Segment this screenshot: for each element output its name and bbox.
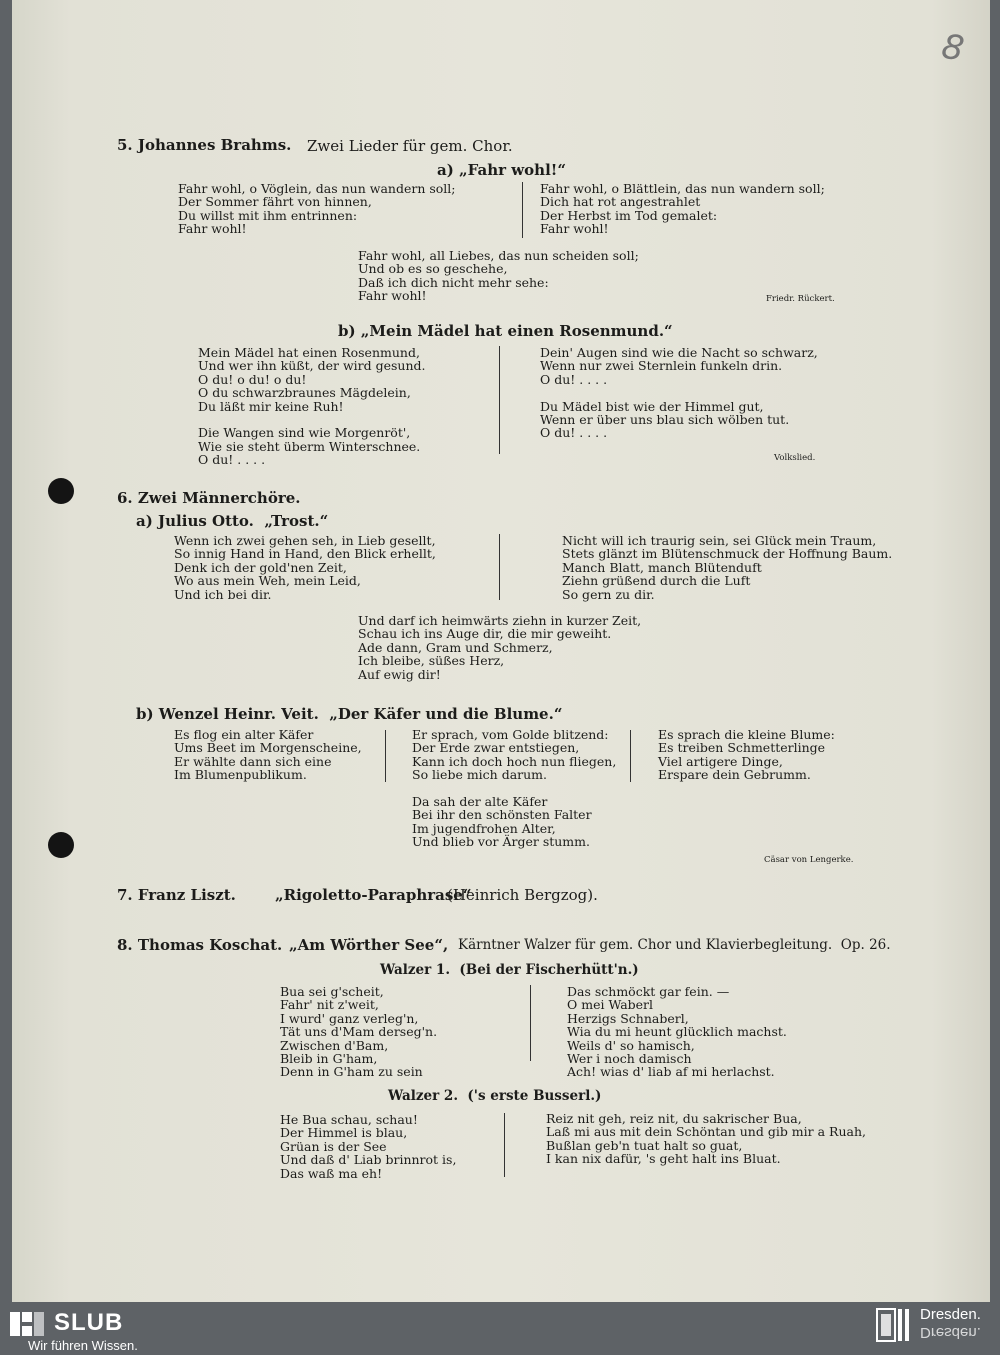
s5-a-author: Friedr. Rückert. bbox=[766, 294, 835, 304]
s6-heading: 6. Zwei Männerchöre. bbox=[117, 489, 301, 507]
s6-a-title: a) Julius Otto. „Trost.“ bbox=[136, 512, 329, 530]
s5-heading: 5. Johannes Brahms. bbox=[117, 136, 292, 154]
s8-title: „Am Wörther See“, bbox=[289, 936, 449, 954]
s5-b-author: Volkslied. bbox=[774, 453, 816, 463]
s7-heading: 7. Franz Liszt. bbox=[117, 886, 236, 904]
s5-a-center-verse: Fahr wohl, all Liebes, das nun scheiden soll; Und ob es so geschehe, Daß ich dich nicht mehr sehe: Fahr wohl! bbox=[358, 248, 639, 304]
s6-a-center-verse: Und darf ich heimwärts ziehn in kurzer Zeit, Schau ich ins Auge dir, die mir geweiht. Ade dann, Gram und Schmerz, Ich bleibe, süßes Herz, Auf ewig dir! bbox=[358, 613, 642, 682]
s8-walzer2-left-verse: He Bua schau, schau! Der Himmel is blau, Grüan is der See Und daß d' Liab brinnrot is, Das waß ma eh! bbox=[280, 1112, 457, 1181]
s5-a-title: a) „Fahr wohl!“ bbox=[437, 161, 566, 179]
dresden-coat-of-arms-icon bbox=[876, 1308, 916, 1342]
s5-b-title: b) „Mein Mädel hat einen Rosenmund.“ bbox=[338, 322, 673, 340]
slub-tagline: Wir führen Wissen. bbox=[28, 1338, 138, 1353]
s8-walzer2-right-verse: Reiz nit geh, reiz nit, du sakrischer Bua, Laß mi aus mit dein Schöntan und gib mir a Ruah, Bußlan geb'n tuat halt so guat, I kan nix dafür, 's geht halt ins Bluat. bbox=[546, 1111, 866, 1167]
column-divider bbox=[522, 182, 523, 238]
s8-walzer1-right-verse: Das schmöckt gar fein. — O mei Waberl Herzigs Schnaberl, Wia du mi heunt glücklich machst. Weils d' so hamisch, Wer i noch damisch Ach! wias d' liab af mi herlachst. bbox=[567, 984, 787, 1080]
column-divider bbox=[504, 1113, 505, 1177]
s5-a-right-verse: Fahr wohl, o Blättlein, das nun wandern soll; Dich hat rot angestrahlet Der Herbst im Tod gemalet: Fahr wohl! bbox=[540, 181, 825, 237]
s6-b-col2-verse: Er sprach, vom Golde blitzend: Der Erde zwar entstiegen, Kann ich doch hoch nun fliegen, So liebe mich darum. bbox=[412, 727, 617, 783]
s8-walzer1-left-verse: Bua sei g'scheit, Fahr' nit z'weit, I wurd' ganz verleg'n, Tät uns d'Mam derseg'n. Zwischen d'Bam, Bleib in G'ham, Denn in G'ham zu sein bbox=[280, 984, 438, 1080]
s5-subtitle: Zwei Lieder für gem. Chor. bbox=[307, 137, 513, 155]
s5-a-left-verse: Fahr wohl, o Vöglein, das nun wandern soll; Der Sommer fährt von hinnen, Du willst mit ihm entrinnen: Fahr wohl! bbox=[178, 181, 456, 237]
s6-b-title: b) Wenzel Heinr. Veit. „Der Käfer und die Blume.“ bbox=[136, 705, 563, 723]
s8-walzer1-title: Walzer 1. (Bei der Fischerhütt'n.) bbox=[380, 962, 639, 978]
column-divider bbox=[630, 730, 631, 782]
viewer-footer bbox=[0, 1302, 1000, 1355]
slub-logo-text: SLUB bbox=[54, 1309, 124, 1336]
punch-hole bbox=[48, 478, 74, 504]
s7-note: (Heinrich Bergzog). bbox=[447, 886, 598, 904]
s5-b-left-verse: Mein Mädel hat einen Rosenmund, Und wer ihn küßt, der wird gesund. O du! o du! o du! O du schwarzbraunes Mägdelein, Du läßt mir keine Ruh! Die Wangen sind wie Morgenröt', Wie sie steht überm Winterschnee. O du! . . . . bbox=[198, 345, 426, 468]
dresden-logo-text: Dresden. bbox=[920, 1306, 981, 1323]
column-divider bbox=[530, 985, 531, 1061]
s5-b-right-verse: Dein' Augen sind wie die Nacht so schwarz, Wenn nur zwei Sternlein funkeln drin. O du! . . . . Du Mädel bist wie der Himmel gut, Wenn er über uns blau sich wölben tut. O du! . . . . bbox=[540, 345, 818, 441]
s6-b-col3-verse: Es sprach die kleine Blume: Es treiben Schmetterlinge Viel artigere Dinge, Erspare dein Gebrumm. bbox=[658, 727, 835, 783]
s6-b-col1-verse: Es flog ein alter Käfer Ums Beet im Morgenscheine, Er wählte dann sich eine Im Blumenpublikum. bbox=[174, 727, 362, 783]
dresden-logo-reflection: Dresden. bbox=[920, 1324, 981, 1341]
s8-heading: 8. Thomas Koschat. bbox=[117, 936, 283, 954]
s6-b-center-verse: Da sah der alte Käfer Bei ihr den schönsten Falter Im jugendfrohen Alter, Und blieb vor Ärger stumm. bbox=[412, 794, 592, 850]
column-divider bbox=[385, 730, 386, 782]
scanned-page bbox=[12, 0, 990, 1302]
column-divider bbox=[499, 346, 500, 454]
s8-walzer2-title: Walzer 2. ('s erste Busserl.) bbox=[388, 1088, 602, 1104]
slub-logo-icon bbox=[8, 1310, 48, 1338]
pencil-page-number: 8 bbox=[938, 26, 967, 70]
punch-hole bbox=[48, 832, 74, 858]
s8-description: Kärntner Walzer für gem. Chor und Klavierbegleitung. Op. 26. bbox=[458, 937, 891, 953]
s7-title: „Rigoletto-Paraphrase“ bbox=[275, 886, 472, 904]
s6-a-left-verse: Wenn ich zwei gehen seh, in Lieb gesellt, So innig Hand in Hand, den Blick erhellt, Denk ich der gold'nen Zeit, Wo aus mein Weh, mein Leid, Und ich bei dir. bbox=[174, 533, 436, 602]
s6-b-author: Cäsar von Lengerke. bbox=[764, 855, 854, 865]
column-divider bbox=[499, 534, 500, 600]
s6-a-right-verse: Nicht will ich traurig sein, sei Glück mein Traum, Stets glänzt im Blütenschmuck der Hoffnung Baum. Manch Blatt, manch Blütenduft Ziehn grüßend durch die Luft So gern zu dir. bbox=[562, 533, 893, 602]
